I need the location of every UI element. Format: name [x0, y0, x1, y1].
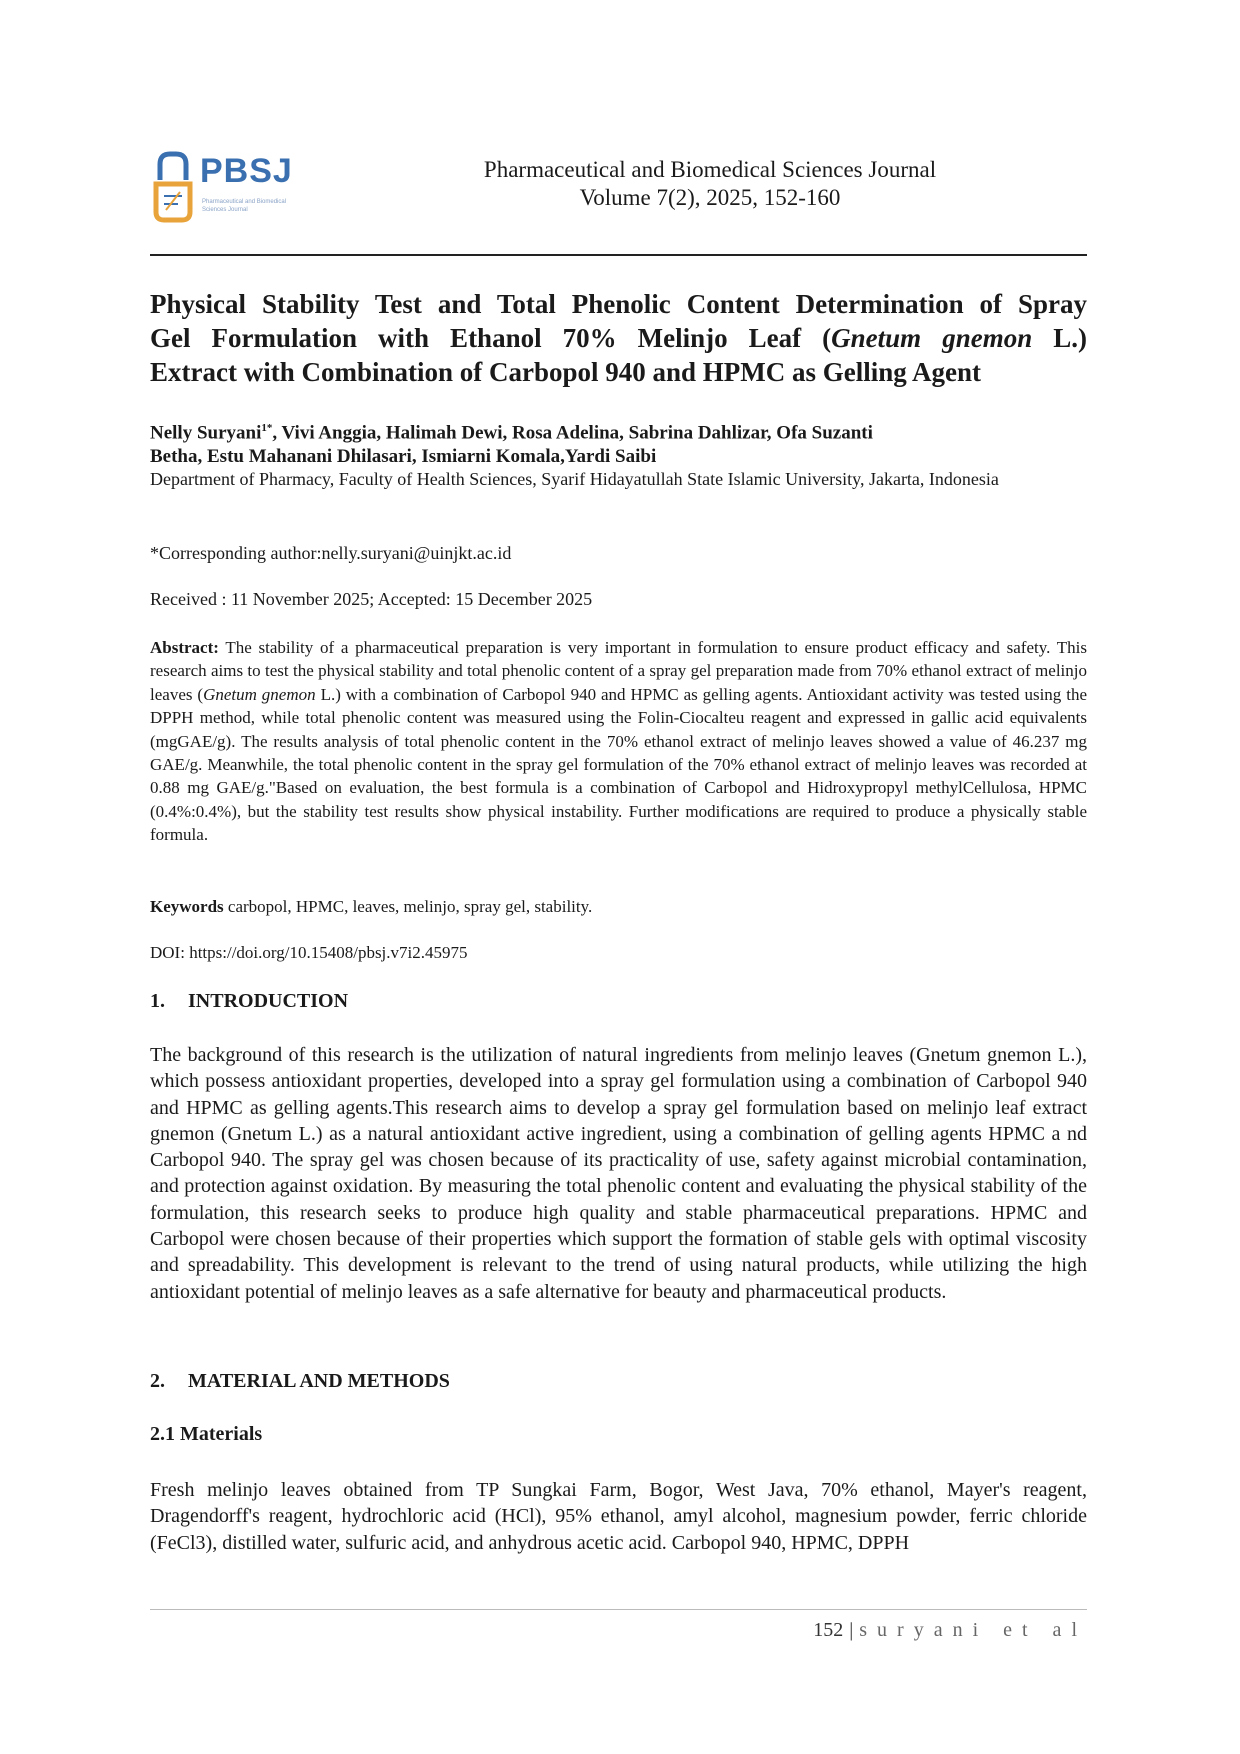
- logo-text: PBSJ: [200, 152, 293, 190]
- journal-volume: Volume 7(2), 2025, 152-160: [579, 185, 841, 210]
- journal-name: Pharmaceutical and Biomedical Sciences Journal: [483, 157, 937, 182]
- section-title: INTRODUCTION: [188, 990, 349, 1012]
- keywords-label: Keywords: [150, 897, 224, 916]
- doi-link[interactable]: DOI: https://doi.org/10.15408/pbsj.v7i2.45975: [150, 943, 468, 962]
- section-title: MATERIAL AND METHODS: [188, 1370, 450, 1392]
- page-footer: [813, 1619, 1087, 1642]
- journal-header: [420, 156, 1000, 212]
- section-number: 2.: [150, 1370, 165, 1392]
- keywords-text: carbopol, HPMC, leaves, melinjo, spray gel, stability.: [223, 897, 593, 916]
- author-first: Nelly Suryani: [150, 422, 262, 444]
- abstract-label: Abstract:: [150, 638, 219, 657]
- paper-title: [150, 287, 1087, 389]
- page-number: 152: [813, 1619, 844, 1641]
- introduction-paragraph: The background of this research is the utilization of natural ingredients from melinjo leaves (Gnetum gnemon L.), which possess antioxidant properties, developed into a spray gel formulation using a combination of Carbopol 940 and HPMC as gelling agents.This research aims to develop a spray gel formulation based on melinjo leaf extract gnemon (Gnetum L.) as a natural antioxidant active ingredient, using a combination of gelling agents HPMC a nd Carbopol 940. The spray gel was chosen because of its practicality of use, safety against microbial contamination, and protection against oxidation. By measuring the total phenolic content and evaluating the physical stability of the formulation, this research seeks to produce high quality and stable pharmaceutical preparations. HPMC and Carbopol were chosen because of their properties which support the formation of stable gels with optimal viscosity and spreadability. This development is relevant to the trend of using natural products, while utilizing the high antioxidant potential of melinjo leaves as a safe alternative for beauty and pharmaceutical products.: [150, 1044, 1087, 1303]
- subsection-heading-materials: 2.1 Materials: [150, 1423, 263, 1445]
- journal-logo: [150, 150, 300, 225]
- keywords: [150, 897, 1087, 917]
- author-line-2: Betha, Estu Mahanani Dhilasari, Ismiarni Komala,Yardi Saibi: [150, 446, 657, 468]
- section-number: 1.: [150, 990, 165, 1012]
- title-text: L.): [1032, 323, 1087, 353]
- section-heading-methods: [150, 1370, 450, 1393]
- affiliation: Department of Pharmacy, Faculty of Health Sciences, Syarif Hidayatullah State Islamic University, Jakarta, Indonesia: [150, 469, 999, 489]
- title-text: Gel Formulation with Ethanol 70% Melinjo Leaf (: [150, 323, 832, 353]
- materials-paragraph: Fresh melinjo leaves obtained from TP Sungkai Farm, Bogor, West Java, 70% ethanol, Mayer's reagent, Dragendorff's reagent, hydrochloric acid (HCl), 95% ethanol, amyl alcohol, magnesium powder, ferric chloride (FeCl3), distilled water, sulfuric acid, and anhydrous acetic acid. Carbopol 940, HPMC, DPPH: [150, 1479, 1087, 1554]
- title-line-3: Extract with Combination of Carbopol 940 and HPMC as Gelling Agent: [150, 357, 982, 387]
- abstract-text: The stability of a pharmaceutical preparation is very important in formulation to ensure product efficacy and safety. This research aims to test the physical stability and total phenolic content of a spray gel preparation made from 70% ethanol extract of melinjo leaves (: [150, 638, 1087, 704]
- logo-icon: [150, 150, 198, 225]
- author-superscript: 1*: [261, 422, 273, 434]
- author-list: [150, 416, 1087, 469]
- author-line-1: [150, 416, 1087, 445]
- footer-rule: [150, 1609, 1087, 1610]
- received-dates: Received : 11 November 2025; Accepted: 15 December 2025: [150, 589, 593, 609]
- logo-subtext: Pharmaceutical and Biomedical Sciences Journal: [202, 199, 287, 213]
- author-others: , Vivi Anggia, Halimah Dewi, Rosa Adelina, Sabrina Dahlizar, Ofa Suzanti: [272, 422, 873, 444]
- footer-separator: |: [849, 1619, 854, 1641]
- section-heading-introduction: [150, 990, 348, 1013]
- title-species: Gnetum gnemon: [831, 323, 1033, 353]
- title-line-1: Physical Stability Test and Total Phenolic Content Determination of Spray: [150, 289, 1087, 319]
- abstract-text: L.) with a combination of Carbopol 940 and HPMC as gelling agents. Antioxidant activity was tested using the DPPH method, while total phenolic content was measured using the Folin-Ciocalteu reagent and expressed in gallic acid equivalents (mgGAE/g). The results analysis of total phenolic content in the 70% ethanol extract of melinjo leaves showed a value of 46.237 mg GAE/g. Meanwhile, the total phenolic content in the spray gel formulation of the 70% ethanol extract of melinjo leaves was recorded at 0.88 mg GAE/g."Based on evaluation, the best formula is a combination of Carbopol and Hidroxypropyl methylCellulosa, HPMC (0.4%:0.4%), but the stability test results show physical instability. Further modifications are required to produce a physically stable formula.: [150, 684, 1087, 845]
- title-line-2: [150, 321, 1087, 355]
- abstract-species: Gnetum gnemon: [203, 684, 316, 704]
- corresponding-author: *Corresponding author:nelly.suryani@uinjkt.ac.id: [150, 543, 512, 563]
- footer-author: suryani et al: [859, 1619, 1087, 1641]
- abstract: [150, 636, 1087, 847]
- header-rule: [150, 254, 1087, 256]
